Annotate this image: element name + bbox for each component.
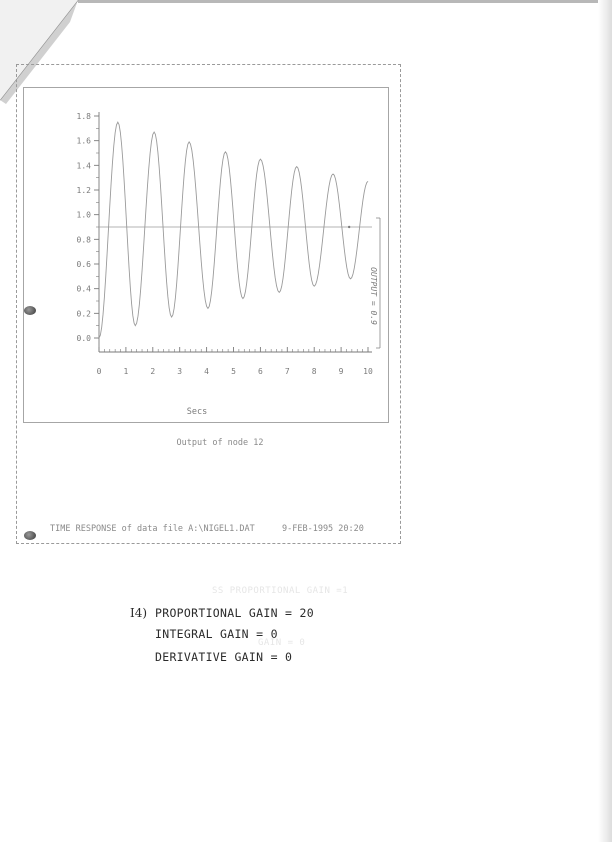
chart-caption: Output of node 12 — [176, 438, 264, 448]
y-tick-label: 0.4 — [76, 284, 91, 294]
x-axis-label: Secs — [186, 407, 208, 417]
y-tick-label: 1.2 — [76, 186, 91, 195]
y-tick-label: 1.0 — [76, 210, 91, 220]
item-number: I4) — [130, 606, 148, 620]
footer-label: TIME RESPONSE of data file A:\NIGEL1.DAT — [50, 524, 255, 534]
y-tick-label: 0.0 — [76, 334, 91, 343]
x-tick-label: 10 — [363, 367, 373, 376]
y-tick-label: 0.6 — [76, 260, 91, 269]
x-tick-label: 7 — [284, 367, 290, 376]
chart-axes — [99, 112, 372, 352]
x-tick-label: 9 — [338, 367, 344, 376]
side-note: OUTPUT = 0.9 — [369, 267, 378, 325]
derivative-gain: DERIVATIVE GAIN = 0 — [155, 650, 293, 664]
y-tick-label: 1.8 — [76, 112, 91, 121]
printout-footer — [50, 524, 390, 534]
y-tick-label: 0.8 — [76, 235, 91, 245]
x-tick-label: 8 — [311, 367, 317, 376]
response-trace — [99, 122, 368, 338]
y-tick-label: 0.2 — [76, 309, 91, 319]
chart-ticks — [77, 112, 373, 376]
integral-gain: INTEGRAL GAIN = 0 — [155, 627, 278, 641]
x-tick-label: 5 — [231, 367, 236, 376]
chart-traces — [99, 122, 372, 338]
x-tick-label: 3 — [177, 367, 183, 376]
setpoint-marker — [348, 226, 350, 228]
y-tick-label: 1.6 — [76, 136, 91, 146]
x-tick-label: 4 — [204, 367, 210, 376]
proportional-gain: PROPORTIONAL GAIN = 20 — [155, 606, 314, 620]
footer-date: 9-FEB-1995 20:20 — [282, 524, 364, 534]
y-tick-label: 1.4 — [76, 161, 91, 171]
x-tick-label: 2 — [150, 367, 156, 376]
x-tick-label: 0 — [96, 367, 102, 376]
side-note-group — [369, 267, 378, 325]
x-tick-label: 6 — [257, 367, 263, 376]
ghost-text-line2: GAIN = 0 — [258, 638, 306, 648]
ghost-text-line1: SS PROPORTIONAL GAIN =1 — [212, 586, 349, 596]
x-tick-label: 1 — [123, 367, 129, 376]
